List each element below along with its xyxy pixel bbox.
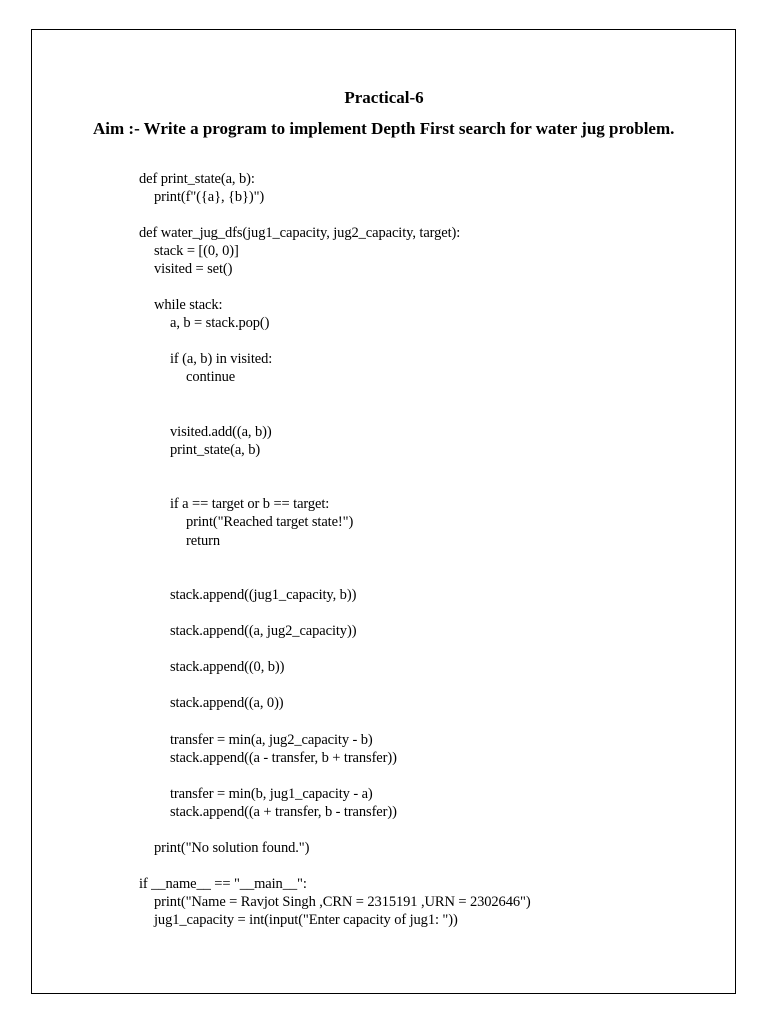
code-line: visited = set() [154, 261, 233, 277]
code-line: print_state(a, b) [170, 442, 261, 458]
code-line: continue [186, 369, 236, 385]
code-line: transfer = min(a, jug2_capacity - b) [170, 732, 373, 748]
code-line: stack.append((jug1_capacity, b)) [170, 587, 357, 603]
code-line: visited.add((a, b)) [170, 424, 272, 440]
code-line: stack.append((0, b)) [170, 659, 285, 675]
code-line: print(f"({a}, {b})") [154, 189, 265, 205]
code-line: if a == target or b == target: [170, 496, 330, 512]
code-line: if (a, b) in visited: [170, 351, 273, 367]
code-line: stack = [(0, 0)] [154, 243, 239, 259]
page-title: Practical-6 [344, 88, 424, 107]
code-line: stack.append((a, 0)) [170, 695, 284, 711]
code-line: def water_jug_dfs(jug1_capacity, jug2_capacity, target): [139, 225, 461, 241]
code-line: if __name__ == "__main__": [139, 876, 307, 892]
code-line: jug1_capacity = int(input("Enter capacity of jug1: ")) [154, 912, 458, 928]
code-line: def print_state(a, b): [139, 171, 255, 187]
code-line: a, b = stack.pop() [170, 315, 270, 331]
code-line: stack.append((a + transfer, b - transfer)) [170, 804, 397, 820]
code-line: transfer = min(b, jug1_capacity - a) [170, 786, 373, 802]
code-line: print("Reached target state!") [186, 514, 354, 530]
code-line: return [186, 533, 221, 549]
code-line: stack.append((a - transfer, b + transfer)) [170, 750, 397, 766]
code-line: stack.append((a, jug2_capacity)) [170, 623, 357, 639]
code-line: while stack: [154, 297, 223, 313]
code-line: print("No solution found.") [154, 840, 310, 856]
aim-statement: Aim :- Write a program to implement Depth First search for water jug problem. [93, 119, 675, 138]
code-line: print("Name = Ravjot Singh ,CRN = 2315191 ,URN = 2302646") [154, 894, 531, 910]
